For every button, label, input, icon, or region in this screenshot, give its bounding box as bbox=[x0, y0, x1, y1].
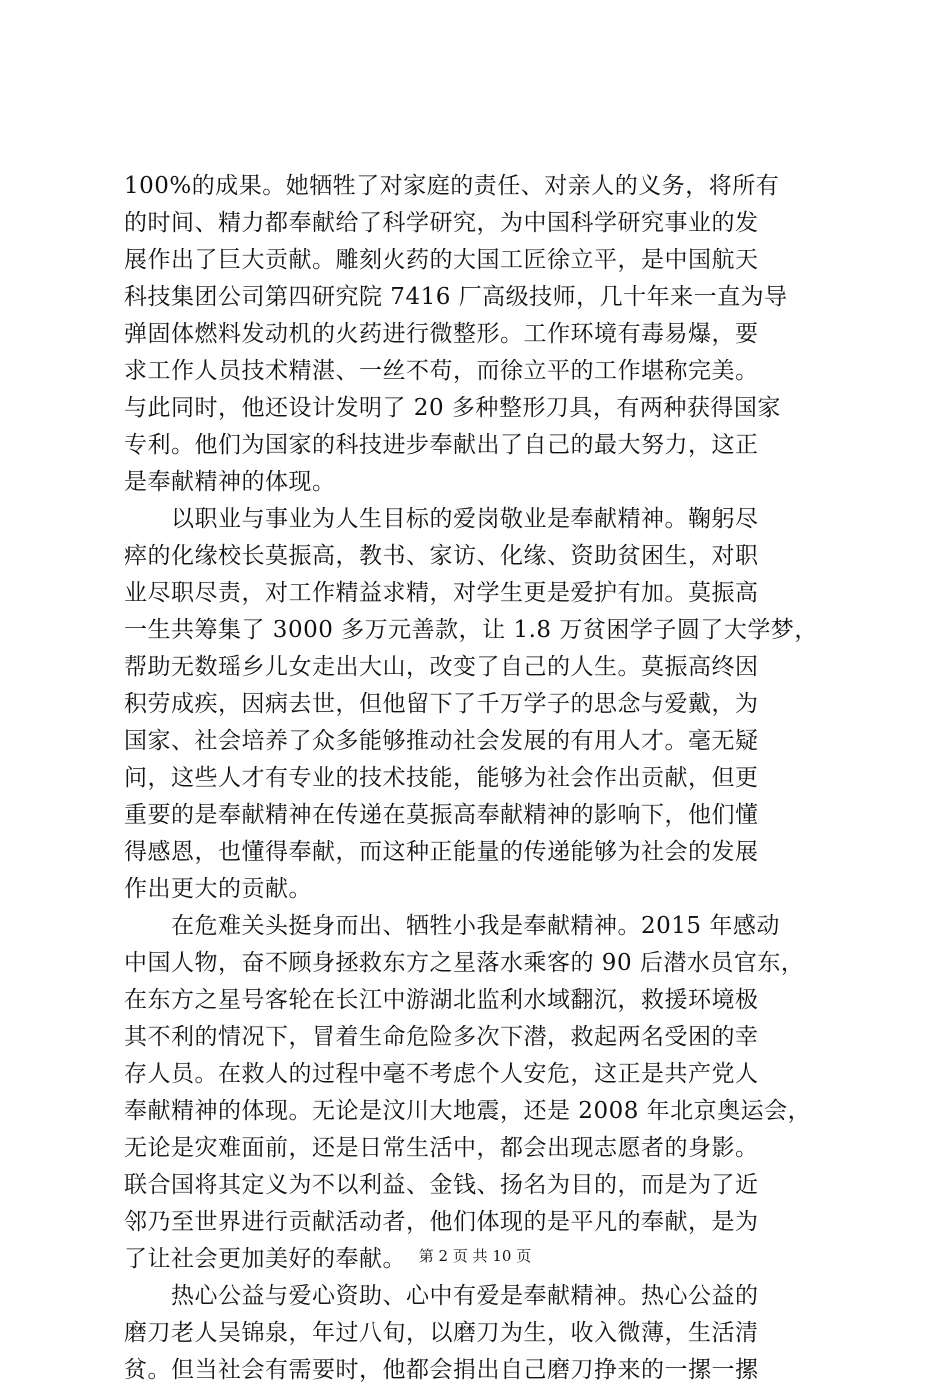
text-line: 重要的是奉献精神在传递在莫振高奉献精神的影响下，他们懂 bbox=[124, 802, 759, 828]
text-line: 求工作人员技术精湛、一丝不苟，而徐立平的工作堪称完美。 bbox=[124, 358, 759, 384]
text-line: 存人员。在救人的过程中毫不考虑个人安危，这正是共产党人 bbox=[124, 1061, 759, 1087]
text-line: 问，这些人才有专业的技术技能，能够为社会作出贡献，但更 bbox=[124, 765, 759, 791]
text-line: 在东方之星号客轮在长江中游湖北监利水域翻沉，救援环境极 bbox=[124, 987, 759, 1013]
text-line: 得感恩，也懂得奉献，而这种正能量的传递能够为社会的发展 bbox=[124, 839, 759, 865]
text-line: 的时间、精力都奉献给了科学研究，为中国科学研究事业的发 bbox=[124, 210, 759, 236]
text-line: 奉献精神的体现。无论是汶川大地震，还是 2008 年北京奥运会， bbox=[124, 1098, 812, 1124]
text-line: 展作出了巨大贡献。雕刻火药的大国工匠徐立平，是中国航天 bbox=[124, 247, 759, 273]
text-line: 是奉献精神的体现。 bbox=[124, 469, 336, 495]
text-line: 在危难关头挺身而出、牺牲小我是奉献精神。2015 年感动 bbox=[124, 913, 780, 939]
text-line: 瘁的化缘校长莫振高，教书、家访、化缘、资助贫困生，对职 bbox=[124, 543, 759, 569]
text-line: 专利。他们为国家的科技进步奉献出了自己的最大努力，这正 bbox=[124, 432, 759, 458]
text-line: 联合国将其定义为不以利益、金钱、扬名为目的，而是为了近 bbox=[124, 1172, 759, 1198]
text-line: 业尽职尽责，对工作精益求精，对学生更是爱护有加。莫振高 bbox=[124, 580, 759, 606]
text-line: 弹固体燃料发动机的火药进行微整形。工作环境有毒易爆，要 bbox=[124, 321, 759, 347]
text-line: 100%的成果。她牺牲了对家庭的责任、对亲人的义务，将所有 bbox=[124, 173, 780, 199]
text-line: 了让社会更加美好的奉献。 bbox=[124, 1246, 406, 1272]
text-line: 以职业与事业为人生目标的爱岗敬业是奉献精神。鞠躬尽 bbox=[124, 506, 759, 532]
text-line: 积劳成疾，因病去世，但他留下了千万学子的思念与爱戴，为 bbox=[124, 691, 759, 717]
text-line: 邻乃至世界进行贡献活动者，他们体现的是平凡的奉献，是为 bbox=[124, 1209, 759, 1235]
text-line: 其不利的情况下，冒着生命危险多次下潜，救起两名受困的幸 bbox=[124, 1024, 759, 1050]
text-line: 热心公益与爱心资助、心中有爱是奉献精神。热心公益的 bbox=[124, 1283, 759, 1309]
text-line: 科技集团公司第四研究院 7416 厂高级技师，几十年来一直为导 bbox=[124, 284, 788, 310]
text-line: 一生共筹集了 3000 多万元善款，让 1.8 万贫困学子圆了大学梦， bbox=[124, 617, 818, 643]
text-line: 与此同时，他还设计发明了 20 多种整形刀具，有两种获得国家 bbox=[124, 395, 781, 421]
text-line: 中国人物，奋不顾身拯救东方之星落水乘客的 90 后潜水员官东， bbox=[124, 950, 805, 976]
document-body bbox=[124, 168, 836, 1389]
page-number-footer: 第 2 页 共 10 页 bbox=[418, 1247, 532, 1265]
text-line: 作出更大的贡献。 bbox=[124, 876, 312, 902]
text-line: 帮助无数瑶乡儿女走出大山，改变了自己的人生。莫振高终因 bbox=[124, 654, 759, 680]
text-line: 无论是灾难面前，还是日常生活中，都会出现志愿者的身影。 bbox=[124, 1135, 759, 1161]
text-line: 磨刀老人吴锦泉，年过八旬，以磨刀为生，收入微薄，生活清 bbox=[124, 1320, 759, 1346]
text-line: 贫。但当社会有需要时，他都会捐出自己磨刀挣来的一摞一摞 bbox=[124, 1357, 759, 1383]
text-line: 国家、社会培养了众多能够推动社会发展的有用人才。毫无疑 bbox=[124, 728, 759, 754]
